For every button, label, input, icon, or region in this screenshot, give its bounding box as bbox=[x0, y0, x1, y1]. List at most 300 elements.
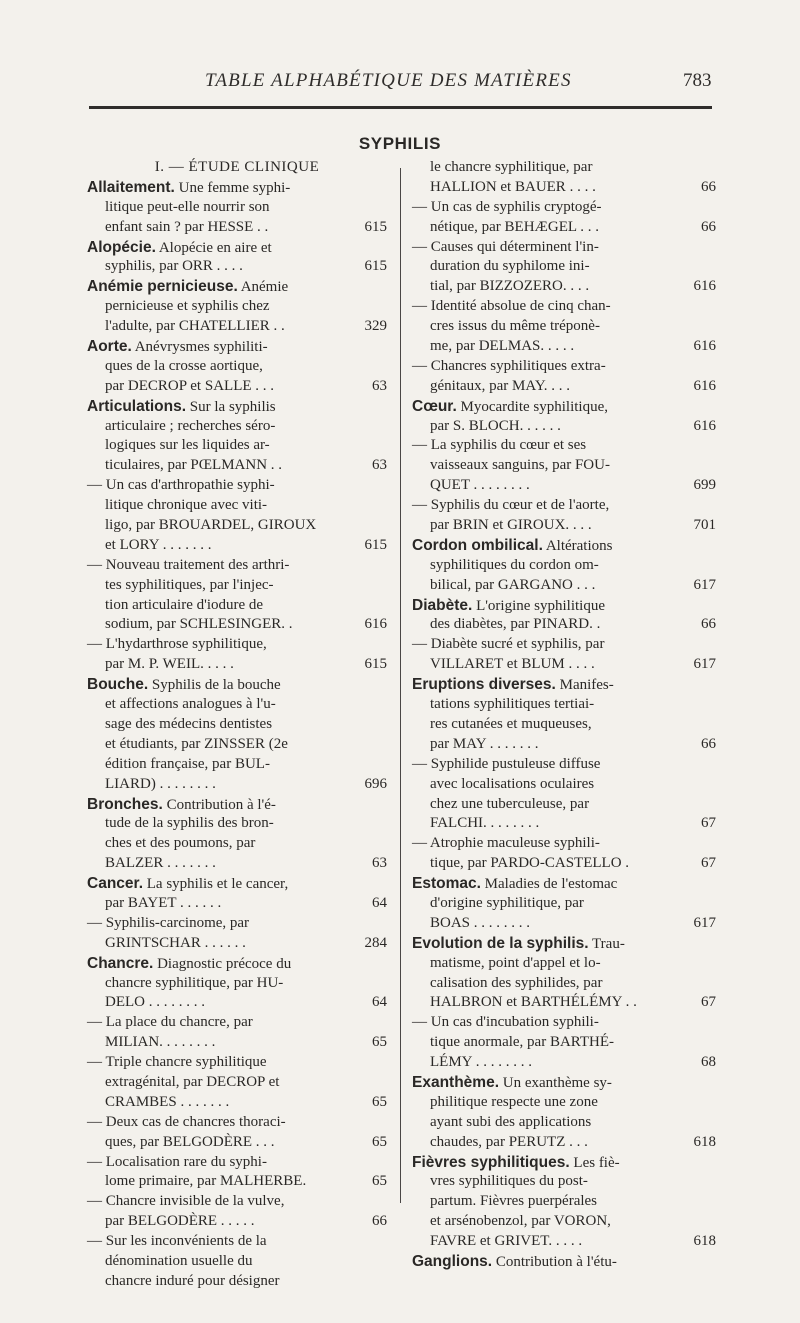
index-line-text bbox=[105, 755, 270, 775]
index-line-text bbox=[105, 974, 283, 994]
index-line-text bbox=[105, 814, 274, 834]
index-line bbox=[87, 576, 387, 596]
index-line bbox=[87, 1053, 387, 1073]
index-line-text bbox=[430, 814, 539, 834]
index-entry-text: — La syphilis du cœur et ses bbox=[412, 437, 587, 454]
index-entry-text: lome primaire, par MALHERBE. bbox=[105, 1173, 307, 1190]
index-line bbox=[87, 397, 387, 417]
index-line bbox=[412, 954, 716, 974]
index-line-text bbox=[105, 1073, 279, 1093]
page-reference: 66 bbox=[701, 218, 716, 235]
index-heading: Bronches. bbox=[87, 795, 163, 813]
index-line bbox=[412, 218, 716, 238]
index-line bbox=[412, 1033, 716, 1053]
index-entry-text: matisme, point d'appel et lo- bbox=[430, 954, 601, 971]
index-line-text bbox=[430, 556, 599, 576]
index-heading: Evolution de la syphilis. bbox=[412, 934, 589, 952]
index-entry-text: CRAMBES . . . . . . . bbox=[105, 1093, 230, 1110]
index-entry-text: par S. BLOCH. . . . . . bbox=[430, 417, 561, 434]
index-line-text bbox=[412, 755, 600, 775]
index-line-text bbox=[430, 695, 594, 715]
index-line-text bbox=[430, 257, 590, 277]
index-entry-text: — Triple chancre syphilitique bbox=[87, 1054, 267, 1071]
index-line bbox=[412, 1232, 716, 1252]
index-line-text bbox=[105, 1033, 215, 1053]
index-entry-text: le chancre syphilitique, par bbox=[430, 159, 593, 175]
index-line bbox=[412, 615, 716, 635]
index-line-text bbox=[430, 1033, 614, 1053]
index-line bbox=[87, 436, 387, 456]
index-entry-text: par BAYET . . . . . . bbox=[105, 894, 222, 911]
index-entry-text: sodium, par SCHLESINGER. . bbox=[105, 616, 293, 633]
index-line bbox=[412, 814, 716, 834]
index-line-text bbox=[430, 954, 601, 974]
index-line-text bbox=[105, 1272, 280, 1292]
index-entry-text: — Chancre invisible de la vulve, bbox=[87, 1193, 285, 1210]
index-entry-text: philitique respecte une zone bbox=[430, 1093, 598, 1110]
index-line bbox=[87, 1252, 387, 1272]
index-line-text bbox=[412, 1013, 599, 1033]
index-entry-text: HALLION et BAUER . . . . bbox=[430, 178, 596, 195]
index-entry-text: duration du syphilome ini- bbox=[430, 258, 590, 275]
index-entry-text: VILLARET et BLUM . . . . bbox=[430, 656, 595, 673]
index-entry-text: — La place du chancre, par bbox=[87, 1014, 253, 1031]
page-reference: 615 bbox=[364, 258, 387, 275]
index-entry-text: Diagnostic précoce du bbox=[153, 955, 292, 972]
index-entry-text: litique peut-elle nourrir son bbox=[105, 198, 270, 215]
page-reference: 617 bbox=[693, 576, 716, 593]
index-line-text bbox=[105, 297, 270, 317]
index-entry-text: L'origine syphilitique bbox=[472, 597, 605, 614]
index-line bbox=[412, 715, 716, 735]
index-line bbox=[87, 1272, 387, 1292]
index-line-text bbox=[87, 476, 275, 496]
index-line-text bbox=[105, 218, 268, 238]
index-entry-text: Une femme syphi- bbox=[174, 179, 291, 196]
index-line-text bbox=[87, 954, 291, 975]
index-heading: Aorte. bbox=[87, 338, 132, 356]
index-entry-text: La syphilis et le cancer, bbox=[143, 876, 289, 893]
index-line-text bbox=[430, 615, 600, 635]
index-line-text bbox=[105, 615, 293, 635]
index-line bbox=[412, 238, 716, 258]
page-reference: 701 bbox=[693, 517, 716, 534]
index-line-text bbox=[105, 516, 316, 536]
index-line-text bbox=[105, 377, 274, 397]
index-line bbox=[412, 795, 716, 815]
index-entry-text: et affections analogues à l'u- bbox=[105, 696, 276, 713]
index-line-text bbox=[430, 735, 538, 755]
index-line-text bbox=[430, 277, 589, 297]
index-line bbox=[412, 277, 716, 297]
section-title: SYPHILIS bbox=[358, 134, 442, 153]
index-line-text bbox=[105, 496, 267, 516]
page-reference: 615 bbox=[364, 656, 387, 673]
index-line bbox=[87, 1013, 387, 1033]
index-line bbox=[87, 1153, 387, 1173]
index-line-text bbox=[412, 596, 605, 617]
index-line-text bbox=[412, 834, 600, 854]
index-line bbox=[87, 1192, 387, 1212]
index-line bbox=[412, 1172, 716, 1192]
index-entry-text: BALZER . . . . . . . bbox=[105, 855, 216, 872]
index-entry-text: articulaire ; recherches séro- bbox=[105, 417, 276, 434]
index-line-text bbox=[105, 1093, 229, 1113]
page-reference: 615 bbox=[364, 218, 387, 235]
index-line-text bbox=[412, 496, 609, 516]
index-line-text bbox=[105, 257, 243, 277]
index-heading: Allaitement. bbox=[87, 178, 175, 196]
index-line bbox=[87, 337, 387, 357]
index-line bbox=[87, 914, 387, 934]
index-line-text bbox=[430, 974, 602, 994]
index-line-text bbox=[430, 377, 570, 397]
page-reference: 67 bbox=[701, 815, 716, 832]
index-line bbox=[412, 914, 716, 934]
index-line-text bbox=[87, 1013, 253, 1033]
index-entry-text: — Syphilide pustuleuse diffuse bbox=[412, 755, 601, 772]
index-entry-text: — Un cas d'arthropathie syphi- bbox=[87, 477, 275, 494]
index-line-text bbox=[105, 934, 246, 954]
index-line bbox=[412, 993, 716, 1013]
index-line bbox=[87, 1232, 387, 1252]
index-line-text bbox=[105, 357, 263, 377]
index-line bbox=[412, 1013, 716, 1033]
page-reference: 617 bbox=[693, 914, 716, 931]
index-line-text bbox=[105, 1252, 252, 1272]
index-heading: Exanthème. bbox=[412, 1073, 500, 1091]
index-entry-text: ligo, par BROUARDEL, GIROUX bbox=[105, 517, 317, 534]
index-entry-text: Trau- bbox=[588, 935, 625, 952]
index-entry-text: Myocardite syphilitique, bbox=[456, 398, 609, 415]
index-line bbox=[87, 257, 387, 277]
index-entry-text: ayant subi des applications bbox=[430, 1113, 592, 1130]
index-line bbox=[412, 1093, 716, 1113]
index-line-text bbox=[412, 397, 608, 418]
index-line bbox=[412, 1053, 716, 1073]
index-line-text bbox=[105, 894, 221, 914]
index-line bbox=[412, 496, 716, 516]
index-entry-text: par MAY . . . . . . . bbox=[430, 735, 539, 752]
index-line bbox=[412, 1113, 716, 1133]
index-line-text bbox=[87, 178, 290, 199]
index-entry-text: tion articulaire d'iodure de bbox=[105, 596, 264, 613]
running-head bbox=[0, 70, 800, 100]
index-entry-text: chancre induré pour désigner bbox=[105, 1272, 280, 1289]
index-line-text bbox=[87, 556, 289, 576]
index-entry-text: Altérations bbox=[542, 537, 613, 554]
index-line-text bbox=[430, 1113, 591, 1133]
index-entry-text: — Un cas d'incubation syphili- bbox=[412, 1014, 599, 1031]
index-line bbox=[87, 954, 387, 974]
index-line bbox=[87, 993, 387, 1013]
index-heading: Eruptions diverses. bbox=[412, 676, 556, 694]
index-entry-text: vres syphilitiques du post- bbox=[430, 1173, 588, 1190]
index-line bbox=[412, 675, 716, 695]
index-entry-text: génitaux, par MAY. . . . bbox=[430, 377, 570, 394]
index-line bbox=[412, 536, 716, 556]
index-entry-text: — Nouveau traitement des arthri- bbox=[87, 556, 290, 573]
index-entry-text: dénomination usuelle du bbox=[105, 1252, 253, 1269]
index-entry-text: Contribution à l'é- bbox=[162, 796, 276, 813]
index-line bbox=[87, 218, 387, 238]
page-reference: 618 bbox=[693, 1133, 716, 1150]
index-line bbox=[87, 178, 387, 198]
index-heading: Cordon ombilical. bbox=[412, 536, 543, 554]
index-line-text bbox=[105, 1133, 275, 1153]
index-line bbox=[412, 397, 716, 417]
index-line bbox=[87, 1212, 387, 1232]
index-entry-text: FALCHI. . . . . . . . bbox=[430, 815, 540, 832]
index-heading: Cœur. bbox=[412, 397, 457, 415]
index-entry-text: — Syphilis du cœur et de l'aorte, bbox=[412, 497, 610, 514]
page-reference: 616 bbox=[693, 377, 716, 394]
index-line-text bbox=[430, 576, 595, 596]
page-reference: 284 bbox=[364, 934, 387, 951]
index-line bbox=[87, 556, 387, 576]
index-line-text bbox=[105, 596, 263, 616]
index-entry-text: I. — ÉTUDE CLINIQUE bbox=[154, 159, 320, 175]
index-entry-text: FAVRE et GRIVET. . . . . bbox=[430, 1233, 583, 1250]
index-line bbox=[87, 715, 387, 735]
index-line bbox=[87, 854, 387, 874]
index-line bbox=[412, 735, 716, 755]
index-line-text bbox=[430, 1133, 588, 1153]
index-line bbox=[412, 834, 716, 854]
index-line bbox=[87, 377, 387, 397]
index-entry-text: logiques sur les liquides ar- bbox=[105, 437, 270, 454]
index-line-text bbox=[87, 1113, 286, 1133]
index-line-text bbox=[412, 874, 617, 895]
index-line bbox=[87, 834, 387, 854]
index-line bbox=[87, 277, 387, 297]
index-line-text bbox=[430, 795, 589, 815]
index-line bbox=[412, 1252, 716, 1272]
index-entry-text: tes syphilitiques, par l'injec- bbox=[105, 576, 274, 593]
page-reference: 65 bbox=[372, 1034, 387, 1051]
index-line-text bbox=[412, 1252, 617, 1273]
page-reference: 616 bbox=[693, 417, 716, 434]
index-entry-text: bilical, par GARGANO . . . bbox=[430, 576, 596, 593]
index-line bbox=[87, 596, 387, 616]
index-line bbox=[412, 974, 716, 994]
index-line-text bbox=[105, 993, 205, 1013]
index-heading: Anémie pernicieuse. bbox=[87, 278, 238, 296]
index-line bbox=[412, 1192, 716, 1212]
index-line bbox=[87, 1133, 387, 1153]
index-entry-text: DELO . . . . . . . . bbox=[105, 994, 205, 1011]
index-line-text bbox=[430, 715, 592, 735]
index-heading: Articulations. bbox=[87, 397, 187, 415]
index-entry-text: Maladies de l'estomac bbox=[480, 876, 618, 893]
index-line bbox=[87, 1113, 387, 1133]
index-line-text bbox=[87, 635, 267, 655]
index-line bbox=[412, 874, 716, 894]
index-line bbox=[87, 635, 387, 655]
index-line-text bbox=[87, 158, 387, 178]
index-entry-text: — Causes qui déterminent l'in- bbox=[412, 238, 599, 255]
index-line-text bbox=[105, 436, 270, 456]
index-line bbox=[412, 854, 716, 874]
index-line-text bbox=[105, 456, 282, 476]
index-line-text bbox=[105, 1212, 255, 1232]
page-reference: 616 bbox=[364, 616, 387, 633]
index-entry-text: des diabètes, par PINARD. . bbox=[430, 616, 601, 633]
index-line bbox=[87, 357, 387, 377]
index-entry-text: Un exanthème sy- bbox=[499, 1074, 612, 1091]
page-reference: 329 bbox=[364, 318, 387, 335]
index-line-text bbox=[430, 894, 584, 914]
index-line bbox=[412, 695, 716, 715]
index-line-text bbox=[87, 1053, 267, 1073]
index-line-text bbox=[412, 635, 604, 655]
index-entry-text: — Un cas de syphilis cryptogé- bbox=[412, 198, 602, 215]
index-entry-text: et étudiants, par ZINSSER (2e bbox=[105, 735, 288, 752]
index-entry-text: sage des médecins dentistes bbox=[105, 715, 273, 732]
index-entry-text: Sur la syphilis bbox=[186, 398, 276, 415]
page-reference: 696 bbox=[364, 775, 387, 792]
index-line bbox=[412, 556, 716, 576]
index-line-text bbox=[430, 775, 594, 795]
index-line bbox=[412, 158, 716, 178]
index-line-text bbox=[430, 1232, 582, 1252]
index-heading: Bouche. bbox=[87, 676, 149, 694]
index-line bbox=[87, 297, 387, 317]
index-entry-text: par BELGODÈRE . . . . . bbox=[105, 1213, 255, 1230]
index-line bbox=[87, 814, 387, 834]
page-reference: 616 bbox=[693, 338, 716, 355]
index-entry-text: tique anormale, par BARTHÉ- bbox=[430, 1034, 615, 1051]
index-line-text bbox=[105, 655, 234, 675]
index-entry-text: par M. P. WEIL. . . . . bbox=[105, 656, 234, 673]
index-entry-text: LÉMY . . . . . . . . bbox=[430, 1054, 532, 1071]
index-entry-text: — Identité absolue de cinq chan- bbox=[412, 298, 611, 315]
index-line bbox=[87, 1073, 387, 1093]
index-line bbox=[87, 795, 387, 815]
index-line-text bbox=[87, 795, 276, 816]
page-reference: 63 bbox=[372, 855, 387, 872]
index-line-text bbox=[430, 1053, 532, 1073]
index-line bbox=[87, 894, 387, 914]
index-line-text bbox=[430, 1172, 588, 1192]
index-entry-text: tique, par PARDO-CASTELLO . bbox=[430, 855, 630, 872]
index-line bbox=[412, 337, 716, 357]
index-line-text bbox=[87, 238, 272, 259]
index-entry-text: par BRIN et GIROUX. . . . bbox=[430, 517, 592, 534]
index-line-text bbox=[105, 775, 216, 795]
index-line-text bbox=[87, 397, 276, 418]
index-line-text bbox=[105, 1172, 306, 1192]
index-line bbox=[412, 894, 716, 914]
index-line-text bbox=[105, 695, 276, 715]
index-line bbox=[87, 1172, 387, 1192]
index-line bbox=[412, 635, 716, 655]
index-line bbox=[87, 755, 387, 775]
index-entry-text: ques de la crosse aortique, bbox=[105, 357, 263, 374]
index-line-text bbox=[430, 1212, 611, 1232]
index-line bbox=[412, 516, 716, 536]
index-entry-text: Syphilis de la bouche bbox=[148, 677, 281, 694]
index-entry-text: et arsénobenzol, par VORON, bbox=[430, 1213, 611, 1230]
index-entry-text: res cutanées et muqueuses, bbox=[430, 715, 592, 732]
left-column bbox=[87, 158, 387, 1292]
index-line bbox=[412, 476, 716, 496]
index-entry-text: cres issus du même tréponè- bbox=[430, 318, 600, 335]
index-line bbox=[412, 178, 716, 198]
page-reference: 65 bbox=[372, 1093, 387, 1110]
index-line-text bbox=[105, 317, 285, 337]
index-heading: Estomac. bbox=[412, 875, 481, 893]
index-line bbox=[412, 198, 716, 218]
index-entry-text: BOAS . . . . . . . . bbox=[430, 914, 531, 931]
index-line-text bbox=[430, 317, 600, 337]
index-line bbox=[87, 1033, 387, 1053]
index-entry-text: partum. Fièvres puerpérales bbox=[430, 1193, 598, 1210]
index-line bbox=[87, 695, 387, 715]
index-line bbox=[412, 297, 716, 317]
index-line bbox=[412, 257, 716, 277]
page-reference: 63 bbox=[372, 457, 387, 474]
index-entry-text: Manifes- bbox=[555, 677, 614, 694]
header-rule bbox=[89, 106, 712, 109]
index-line-text bbox=[105, 536, 212, 556]
index-line-text bbox=[412, 238, 599, 258]
index-line bbox=[412, 1073, 716, 1093]
index-line bbox=[87, 655, 387, 675]
index-entry-text: — Atrophie maculeuse syphili- bbox=[412, 835, 600, 852]
index-line bbox=[412, 456, 716, 476]
page-reference: 616 bbox=[693, 278, 716, 295]
index-line bbox=[87, 874, 387, 894]
index-entry-text: — Localisation rare du syphi- bbox=[87, 1153, 267, 1170]
index-entry-text: litique chronique avec viti- bbox=[105, 497, 268, 514]
index-entry-text: pernicieuse et syphilis chez bbox=[105, 298, 270, 315]
index-line-text bbox=[430, 337, 574, 357]
index-line bbox=[87, 934, 387, 954]
index-line bbox=[87, 735, 387, 755]
index-line-text bbox=[430, 456, 610, 476]
page-reference: 64 bbox=[372, 894, 387, 911]
index-entry-text: ticulaires, par PŒLMANN . . bbox=[105, 457, 283, 474]
index-line-text bbox=[430, 218, 599, 238]
index-entry-text: par DECROP et SALLE . . . bbox=[105, 377, 275, 394]
index-line-text bbox=[412, 1073, 612, 1094]
index-line bbox=[412, 755, 716, 775]
page-reference: 699 bbox=[693, 477, 716, 494]
index-entry-text: extragénital, par DECROP et bbox=[105, 1073, 280, 1090]
index-entry-text: Anévrysmes syphiliti- bbox=[131, 339, 268, 356]
index-line-text bbox=[430, 417, 561, 437]
index-line-text bbox=[105, 834, 255, 854]
index-line-text bbox=[430, 1093, 598, 1113]
index-entry-text: me, par DELMAS. . . . . bbox=[430, 338, 575, 355]
right-column bbox=[412, 158, 716, 1272]
index-line-text bbox=[412, 436, 586, 456]
index-entry-text: l'adulte, par CHATELLIER . . bbox=[105, 318, 285, 335]
page-number: 783 bbox=[683, 70, 712, 91]
index-entry-text: Alopécie en aire et bbox=[155, 239, 272, 256]
index-line-text bbox=[105, 735, 288, 755]
page-reference: 66 bbox=[701, 178, 716, 195]
index-entry-text: — L'hydarthrose syphilitique, bbox=[87, 636, 267, 653]
index-line-text bbox=[87, 675, 281, 696]
index-line bbox=[87, 198, 387, 218]
index-line bbox=[87, 974, 387, 994]
index-line bbox=[412, 1133, 716, 1153]
index-line bbox=[412, 775, 716, 795]
page-reference: 65 bbox=[372, 1133, 387, 1150]
index-line-text bbox=[412, 357, 606, 377]
